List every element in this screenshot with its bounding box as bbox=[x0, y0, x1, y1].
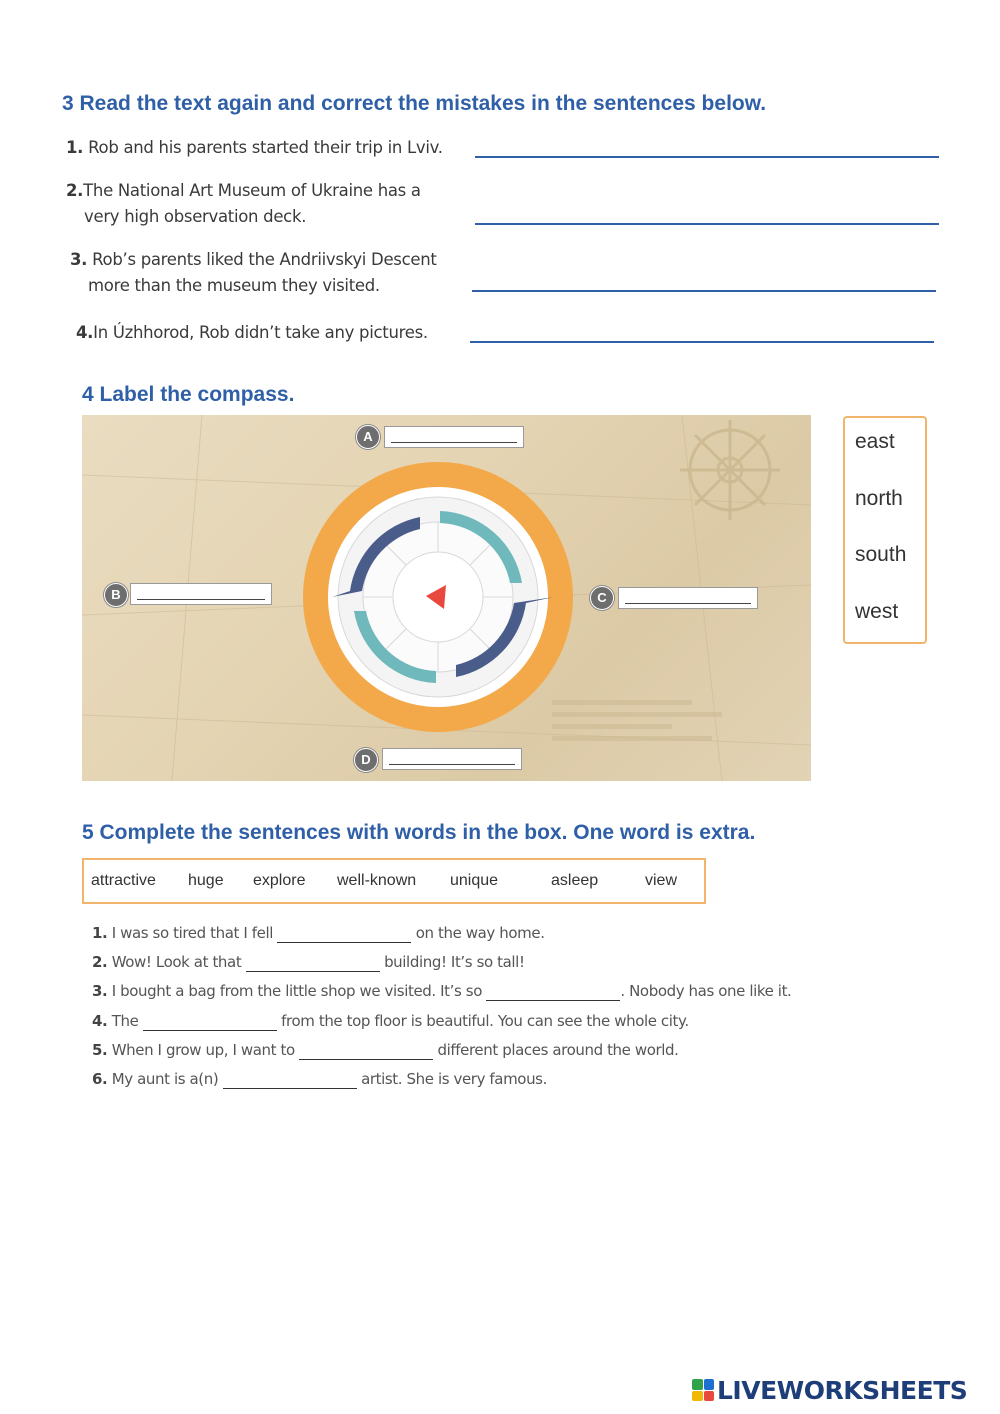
sentence-after: . Nobody has one like it. bbox=[620, 982, 792, 1000]
ship-wheel-icon bbox=[680, 420, 780, 520]
gap-sentence-3 bbox=[92, 982, 791, 1001]
gap-field-2[interactable] bbox=[246, 953, 380, 972]
logo-text: LIVEWORKSHEETS bbox=[717, 1375, 968, 1405]
compass-marker-c: C bbox=[590, 586, 614, 610]
bank-word: well-known bbox=[337, 872, 417, 889]
sentence-after: from the top floor is beautiful. You can see the whole city. bbox=[281, 1012, 689, 1030]
sentence-after: on the way home. bbox=[415, 924, 545, 942]
sentence-number: 4. bbox=[92, 1012, 108, 1030]
bank-word: view bbox=[645, 872, 678, 889]
gap-sentence-2 bbox=[92, 953, 525, 972]
liveworksheets-logo bbox=[692, 1373, 967, 1407]
sentence-number: 5. bbox=[92, 1041, 108, 1059]
word-east: east bbox=[855, 430, 895, 453]
word-south: south bbox=[855, 543, 907, 566]
gap-field-3[interactable] bbox=[486, 982, 620, 1001]
gap-sentence-1 bbox=[92, 924, 545, 943]
gap-field-5[interactable] bbox=[299, 1041, 433, 1060]
sentence-number: 2. bbox=[66, 181, 84, 200]
sentence-before: When I grow up, I want to bbox=[111, 1041, 295, 1059]
sentence-3 bbox=[70, 247, 437, 299]
answer-line-1[interactable] bbox=[475, 156, 939, 158]
sentence-text: In Úzhhorod, Rob didn’t take any pictures. bbox=[93, 323, 428, 342]
bank-word: unique bbox=[450, 872, 499, 889]
sentence-number: 1. bbox=[66, 138, 84, 157]
compass-label-d-field[interactable] bbox=[382, 748, 522, 770]
sentence-before: I was so tired that I fell bbox=[111, 924, 273, 942]
sentence-number: 6. bbox=[92, 1070, 108, 1088]
sentence-after: building! It’s so tall! bbox=[384, 953, 525, 971]
sentence-before: The bbox=[111, 1012, 139, 1030]
sentence-text-line-1: Rob’s parents liked the Andriivskyi Descent bbox=[92, 250, 437, 269]
sentence-4 bbox=[76, 320, 428, 346]
gap-sentence-5 bbox=[92, 1041, 679, 1060]
gap-field-6[interactable] bbox=[223, 1070, 357, 1089]
section-3-heading: 3 Read the text again and correct the mistakes in the sentences below. bbox=[62, 92, 767, 115]
gap-sentence-6 bbox=[92, 1070, 547, 1089]
sentence-text-line-2: more than the museum they visited. bbox=[88, 276, 380, 295]
bank-word: asleep bbox=[551, 872, 599, 889]
answer-line-2[interactable] bbox=[475, 223, 939, 225]
answer-line-3[interactable] bbox=[472, 290, 936, 292]
sentence-after: different places around the world. bbox=[437, 1041, 679, 1059]
bank-word: huge bbox=[188, 872, 224, 889]
sentence-1 bbox=[66, 135, 443, 161]
sentence-text: Rob and his parents started their trip in Lviv. bbox=[88, 138, 443, 157]
sentence-text-line-1: The National Art Museum of Ukraine has a bbox=[83, 181, 421, 200]
word-west: west bbox=[855, 600, 899, 623]
bank-word: explore bbox=[253, 872, 306, 889]
compass-marker-b: B bbox=[104, 583, 128, 607]
compass-word-box bbox=[843, 416, 927, 644]
answer-line-4[interactable] bbox=[470, 341, 934, 343]
gap-sentence-4 bbox=[92, 1012, 689, 1031]
section-5-heading: 5 Complete the sentences with words in the box. One word is extra. bbox=[82, 821, 756, 844]
sentence-before: I bought a bag from the little shop we visited. It’s so bbox=[111, 982, 482, 1000]
section-4-heading: 4 Label the compass. bbox=[82, 383, 295, 406]
compass-label-a-field[interactable] bbox=[384, 426, 524, 448]
sentence-text-line-2: very high observation deck. bbox=[84, 207, 307, 226]
sentence-number: 2. bbox=[92, 953, 108, 971]
sentence-number: 1. bbox=[92, 924, 108, 942]
sentence-before: My aunt is a(n) bbox=[111, 1070, 219, 1088]
sentence-number: 3. bbox=[70, 250, 88, 269]
compass-marker-a: A bbox=[356, 425, 380, 449]
sentence-number: 4. bbox=[76, 323, 94, 342]
sentence-before: Wow! Look at that bbox=[111, 953, 242, 971]
compass-label-b-field[interactable] bbox=[130, 583, 272, 605]
gap-field-1[interactable] bbox=[277, 924, 411, 943]
compass-label-c-field[interactable] bbox=[618, 587, 758, 609]
sentence-after: artist. She is very famous. bbox=[361, 1070, 547, 1088]
word-bank bbox=[82, 858, 706, 904]
compass-marker-d: D bbox=[354, 748, 378, 772]
sentence-2 bbox=[66, 178, 421, 230]
bank-word: attractive bbox=[91, 872, 156, 889]
gap-field-4[interactable] bbox=[143, 1012, 277, 1031]
liveworksheets-logo-icon bbox=[692, 1379, 714, 1401]
compass-illustration bbox=[82, 415, 811, 781]
sentence-number: 3. bbox=[92, 982, 108, 1000]
word-north: north bbox=[855, 487, 903, 510]
